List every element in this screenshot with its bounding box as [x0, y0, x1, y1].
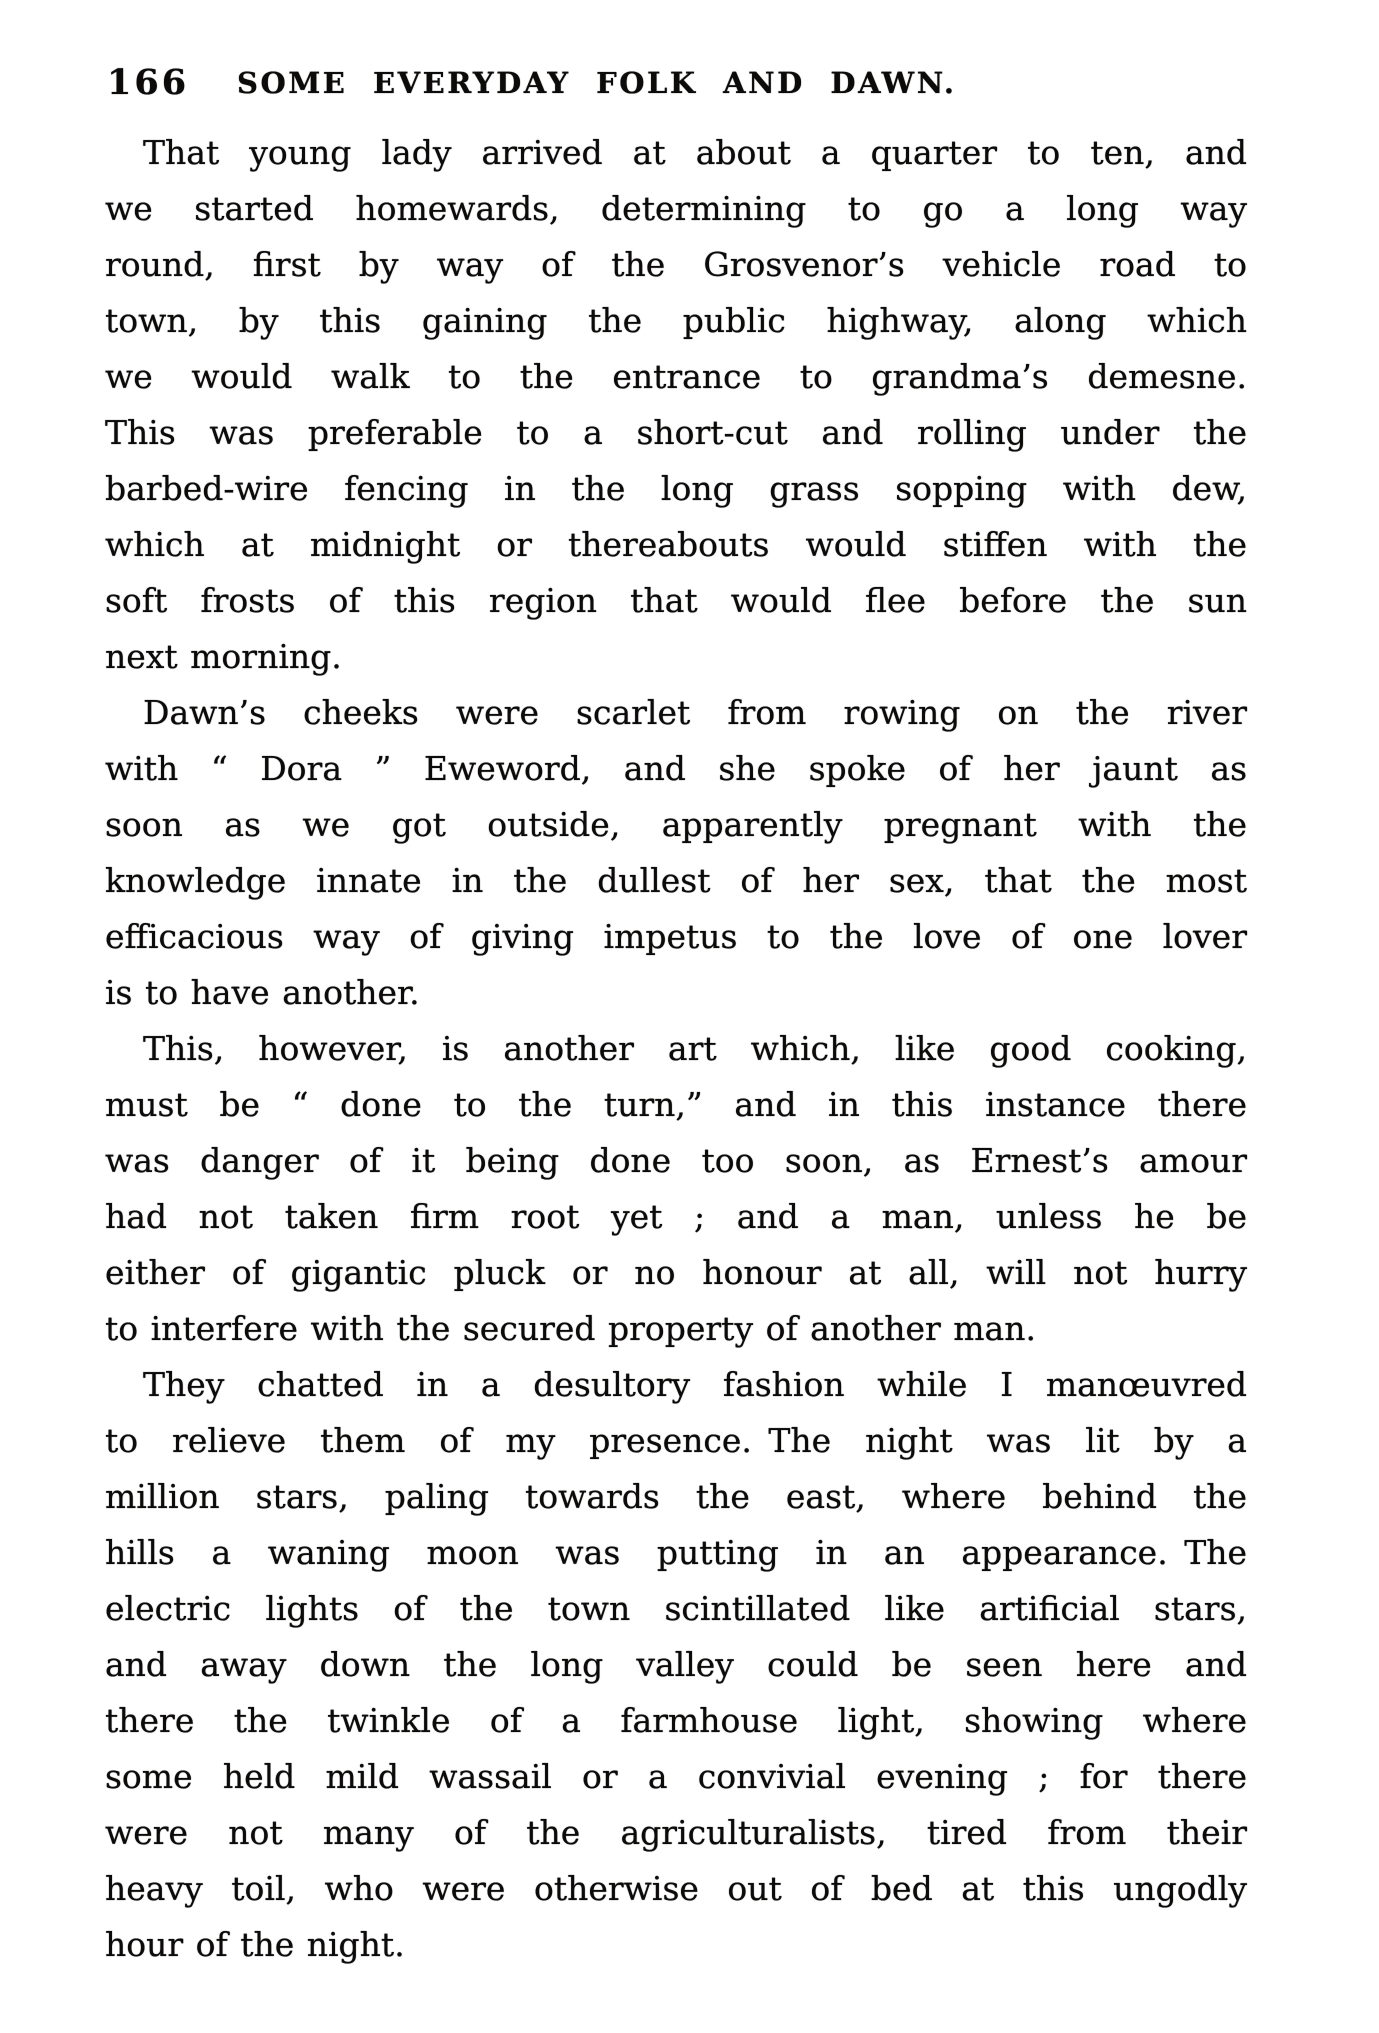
paragraph-1: [105, 125, 1247, 685]
text-line: They chatted in a desultory fashion while I manœuvred: [143, 1365, 1247, 1404]
text-line: and away down the long valley could be seen here and: [105, 1645, 1247, 1684]
text-line: That young lady arrived at about a quarter to ten, and: [143, 133, 1247, 172]
text-line: soon as we got outside, apparently pregnant with the: [105, 805, 1247, 844]
text-line: next morning.: [105, 637, 342, 676]
page-header: [105, 62, 1247, 106]
text-line: heavy toil, who were otherwise out of bed at this ungodly: [105, 1869, 1247, 1908]
page-number: 166: [107, 62, 190, 103]
text-line: there the twinkle of a farmhouse light, showing where: [105, 1701, 1247, 1740]
text-line: some held mild wassail or a convivial evening ; for there: [105, 1757, 1247, 1796]
text-line: barbed-wire fencing in the long grass sopping with dew,: [105, 469, 1247, 508]
text-line: is to have another.: [105, 973, 420, 1012]
text-line: electric lights of the town scintillated like artificial stars,: [105, 1589, 1247, 1628]
text-line: which at midnight or thereabouts would stiffen with the: [105, 525, 1247, 564]
text-line: either of gigantic pluck or no honour at all, will not hurry: [105, 1253, 1247, 1292]
text-line: we would walk to the entrance to grandma’s demesne.: [105, 357, 1247, 396]
text-line: round, first by way of the Grosvenor’s vehicle road to: [105, 245, 1247, 284]
text-line: must be “ done to the turn,” and in this instance there: [105, 1085, 1247, 1124]
running-title: SOME EVERYDAY FOLK AND DAWN.: [237, 66, 957, 100]
text-line: Dawn’s cheeks were scarlet from rowing on the river: [143, 693, 1247, 732]
text-line: with “ Dora ” Eweword, and she spoke of her jaunt as: [105, 749, 1247, 788]
text-line: soft frosts of this region that would flee before the sun: [105, 581, 1247, 620]
text-line: were not many of the agriculturalists, tired from their: [105, 1813, 1247, 1852]
page-body: [105, 125, 1247, 1973]
paragraph-4: [105, 1357, 1247, 1973]
text-line: This was preferable to a short-cut and rolling under the: [105, 413, 1247, 452]
text-line: to relieve them of my presence. The night was lit by a: [105, 1421, 1247, 1460]
paragraph-2: [105, 685, 1247, 1021]
text-line: hour of the night.: [105, 1925, 405, 1964]
text-line: town, by this gaining the public highway, along which: [105, 301, 1247, 340]
paragraph-3: [105, 1021, 1247, 1357]
text-line: This, however, is another art which, like good cooking,: [143, 1029, 1247, 1068]
text-line: hills a waning moon was putting in an appearance. The: [105, 1533, 1247, 1572]
text-line: knowledge innate in the dullest of her sex, that the most: [105, 861, 1247, 900]
text-line: million stars, paling towards the east, where behind the: [105, 1477, 1247, 1516]
text-line: efficacious way of giving impetus to the love of one lover: [105, 917, 1247, 956]
text-line: had not taken firm root yet ; and a man, unless he be: [105, 1197, 1247, 1236]
text-line: was danger of it being done too soon, as Ernest’s amour: [105, 1141, 1247, 1180]
text-line: we started homewards, determining to go a long way: [105, 189, 1247, 228]
text-line: to interfere with the secured property of another man.: [105, 1309, 1036, 1348]
